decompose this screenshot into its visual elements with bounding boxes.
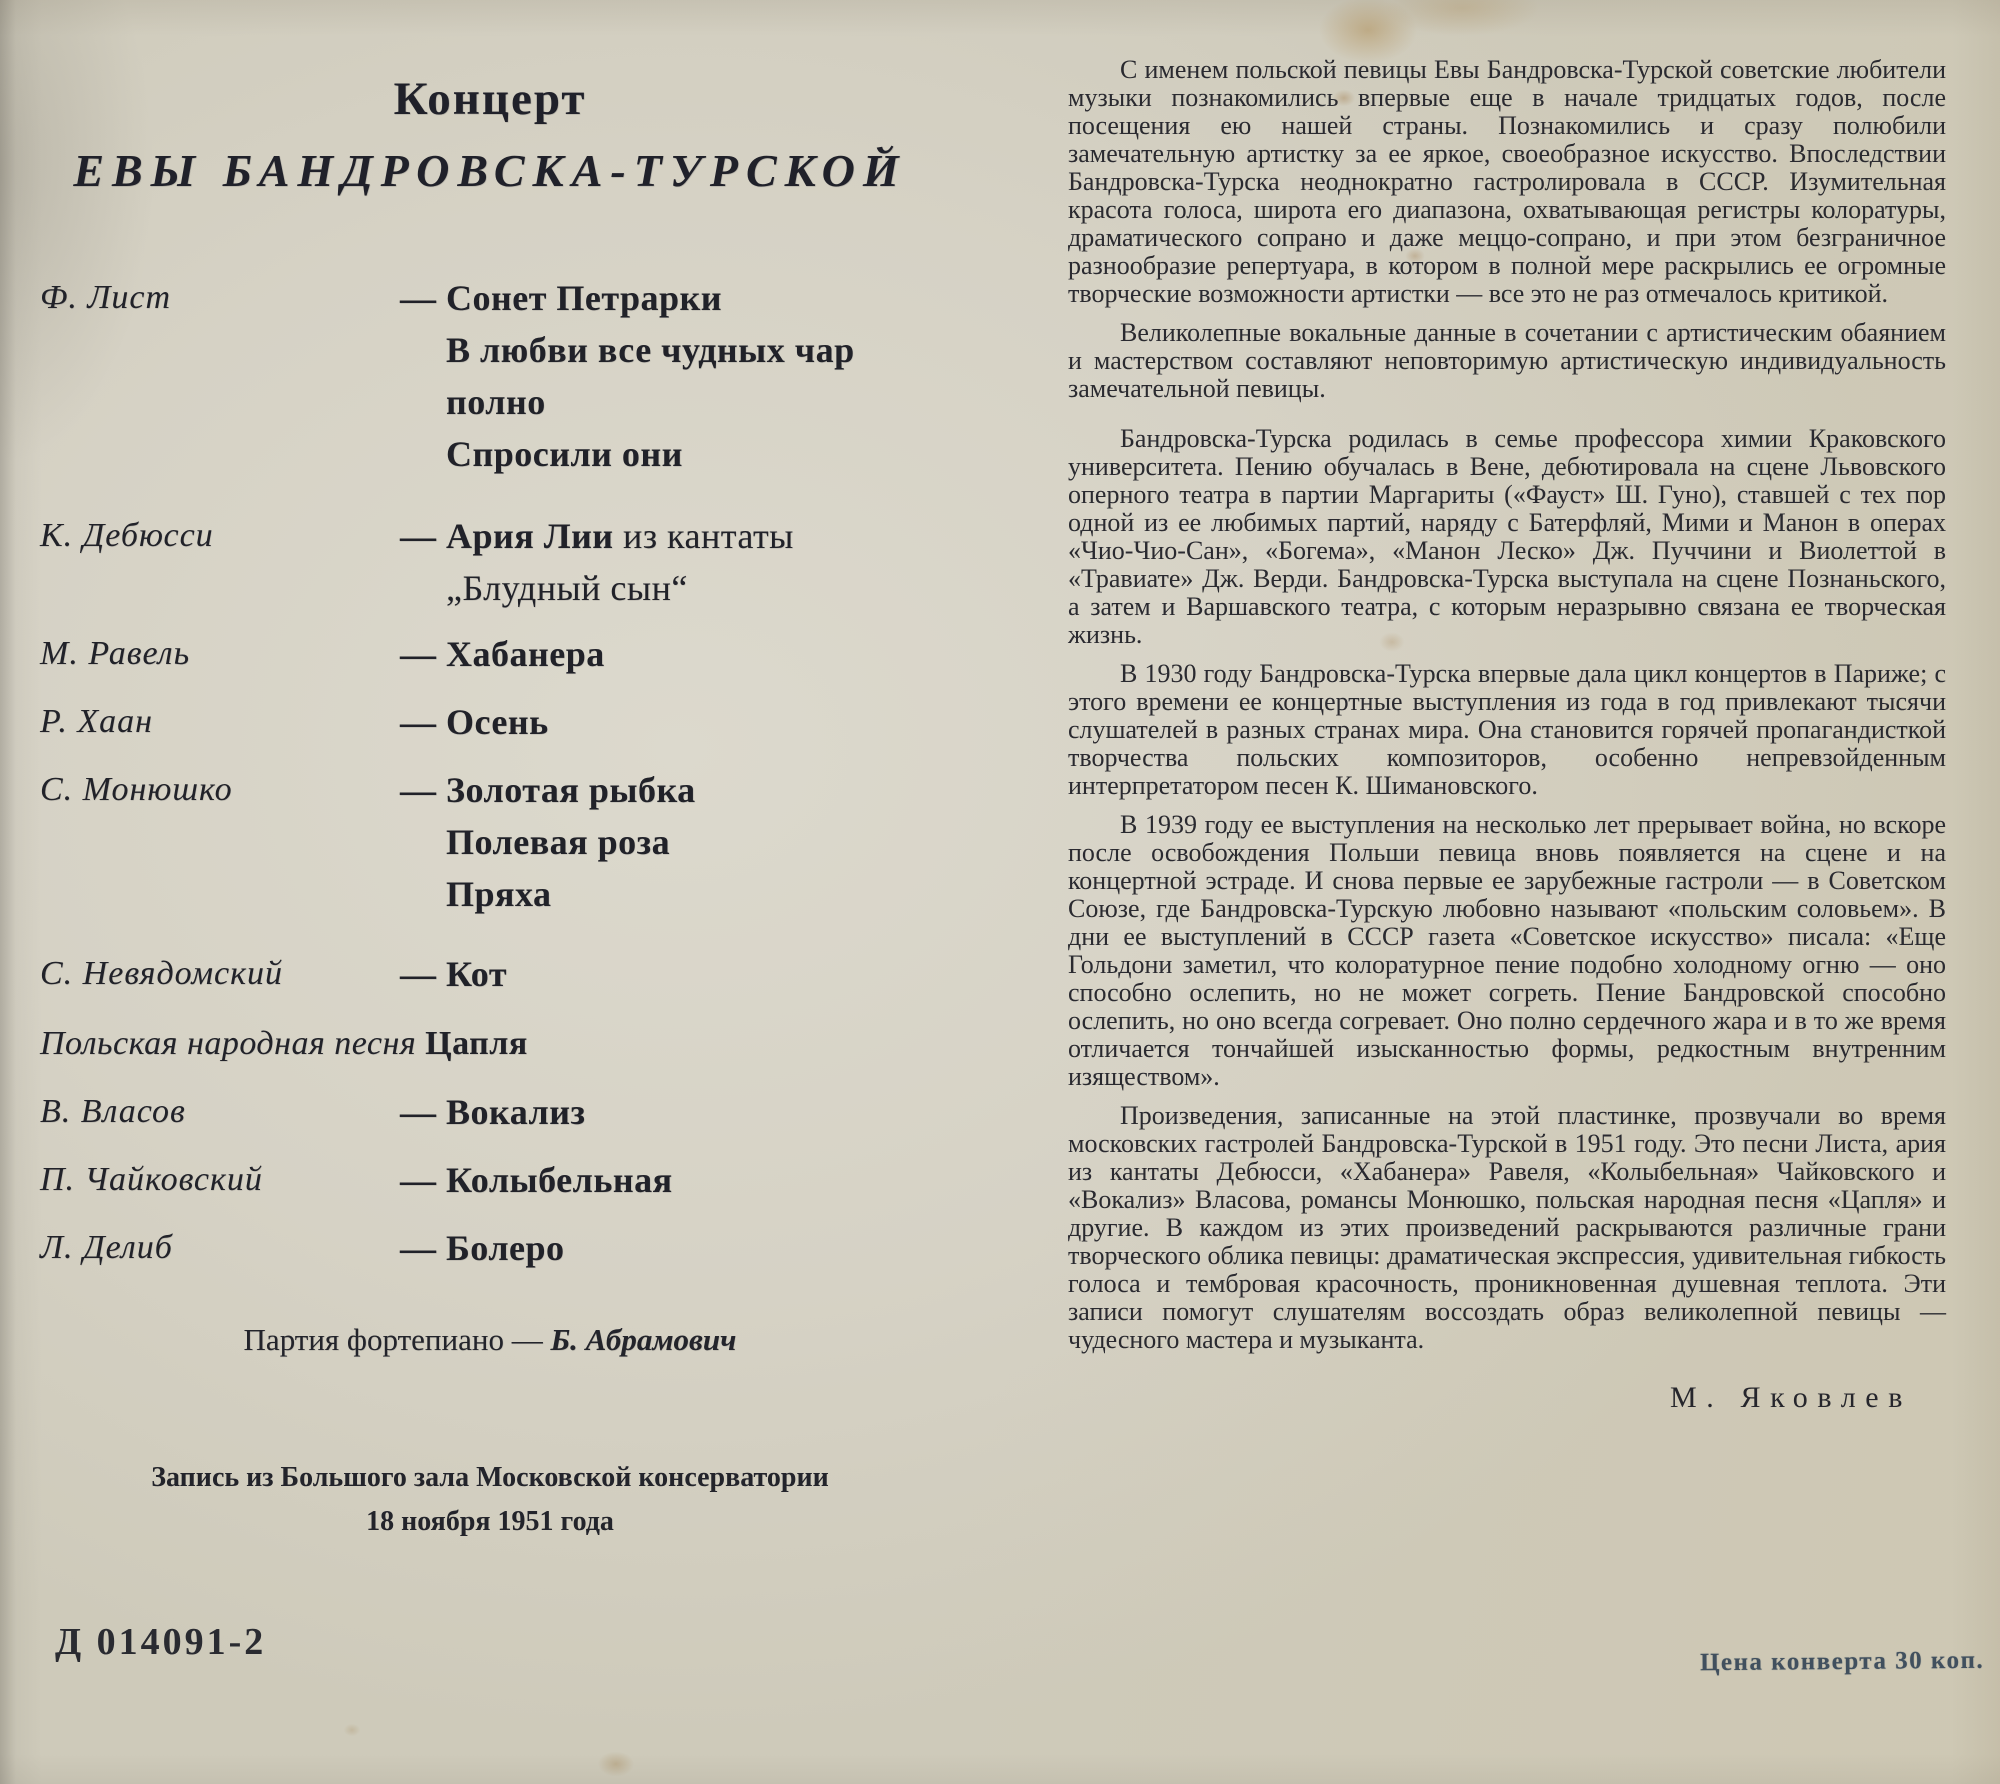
text-segment: „Блудный сын“ [446,568,688,608]
program-row [40,696,950,748]
program-row [40,628,950,680]
song-title [446,948,950,1000]
song-title [446,868,950,920]
text-segment: Сонет Петрарки [446,278,723,318]
song-title [446,510,950,562]
text-segment: Польская народная песня [40,1025,426,1062]
program-row [40,1086,950,1138]
dash: — [400,634,436,674]
song-titles [446,764,950,920]
dash: — [400,770,436,810]
article-paragraph: Произведения, записанные на этой пластинке, прозвучали во время московских гастролей Бандровска-Турской в 1951 году. Это песни Листа, ария из кантаты Дебюсси, «Хабанера» Равеля, «Колыбельная» Чайковского и «Вокализ» Власова, романсы Монюшко, польская народная песня «Цапля» и другие. В каждом из этих произведений раскрываются различные грани творческого облика певицы: драматическая экспрессия, удивительная гибкость голоса и тембровая красочность, проникновенная душевная теплота. Эти записи помогут слушателям воссоздать образ великолепной певицы — чудесного мастера и музыканта. [1068,1101,1946,1354]
song-titles [446,1222,950,1274]
article-paragraph: Великолепные вокальные данные в сочетании с артистическим обаянием и мастерством составляют неповторимую артистическую индивидуальность замечательной певицы. [1068,318,1946,403]
program-row [40,510,950,614]
composer-name: В. Власов [40,1093,186,1130]
text-segment: Кот [446,954,508,994]
article-paragraph: В 1939 году ее выступления на несколько лет прерывает война, но вскоре после освобождения Польши певица вновь появляется на сцене и на концертной эстраде. И снова первые ее зарубежные гастроли — в Советском Союзе, где Бандровска-Турскую любовно называют «польским соловьем». В дни ее выступлений в СССР газета «Советское искусство» писала: «Еще Гольдони заметил, что колоратурное пение подобно холодному огню — оно способно ослепить, но не может согреть. Пение Бандровской способно ослепить, но оно всегда согревает. Оно полно сердечного жара и в то же время отличается тончайшей изысканностью формы, редкостным внутренним изяществом». [1068,810,1946,1091]
text-segment: Золотая рыбка [446,770,696,810]
song-title [446,272,950,324]
artist-name-title: ЕВЫ БАНДРОВСКА-ТУРСКОЙ [73,145,907,196]
folk-song-line [40,1018,950,1070]
composer-name: П. Чайковский [40,1161,263,1198]
program-row [40,272,950,480]
dash: — [400,954,436,994]
program-row [40,1154,950,1206]
piano-credit-label: Партия фортепиано [243,1322,504,1357]
recording-note-line2: 18 ноября 1951 года [366,1506,614,1537]
author-signature: М. Яковлев [1670,1381,1912,1414]
dash: — [400,702,436,742]
song-title [446,628,950,680]
price-stamp: Цена конверта 30 коп. [1699,1646,1985,1677]
dash: — [400,278,436,318]
program-list [40,272,950,1290]
article-paragraph: В 1930 году Бандровска-Турска впервые дала цикл концертов в Париже; с этого времени ее концертные выступления из года в год привлекают тысячи слушателей в разных странах мира. Она становится горячей пропагандисткой творчества польских композиторов, особенно непревзойденным интерпретатором песен К. Шимановского. [1068,659,1946,800]
article-paragraphs [1068,56,1946,1354]
text-segment: Колыбельная [446,1160,673,1200]
piano-credit-dash: — [503,1322,551,1357]
text-segment: Хабанера [446,634,605,674]
song-title [446,816,950,868]
program-heading [40,72,940,197]
dash: — [400,1160,436,1200]
song-title [446,324,950,428]
composer-name: Р. Хаан [40,703,154,740]
catalog-number: Д 014091-2 [55,1621,267,1663]
text-segment: Осень [446,702,549,742]
dash: — [400,1092,436,1132]
article-column [1068,56,1946,1412]
song-title [446,428,950,480]
composer-name: Ф. Лист [40,279,172,316]
concert-title: Концерт [393,73,587,125]
song-title [446,1222,950,1274]
program-row [40,948,950,1000]
text-segment: Полевая роза [446,822,671,862]
song-title [446,1154,950,1206]
program-folk-row [40,1018,950,1070]
composer-name: М. Равель [40,635,191,672]
song-titles [446,948,950,1000]
text-segment: Вокализ [446,1092,586,1132]
composer-name: С. Невядомский [40,955,284,992]
dash: — [400,516,436,556]
piano-credit [40,1322,940,1358]
song-titles [446,1086,950,1138]
song-title [446,1086,950,1138]
text-segment: Спросили они [446,434,683,474]
text-segment: Пряха [446,874,552,914]
text-segment: В любви все чудных чар полно [446,330,855,422]
pianist-name: Б. Абрамович [550,1322,737,1357]
song-titles [446,696,950,748]
song-title [446,562,950,614]
program-row [40,1222,950,1274]
recording-note [30,1456,950,1544]
article-paragraph: С именем польской певицы Евы Бандровска-Турской советские любители музыки познакомились впервые еще в начале тридцатых годов, после посещения ею нашей страны. Познакомились и сразу полюбили замечательную артистку за ее яркое, своеобразное искусство. Впоследствии Бандровска-Турска неоднократно гастролировала в СССР. Изумительная красота голоса, широта его диапазона, охватывающая регистры колоратуры, драматического сопрано и даже меццо-сопрано, и при этом безграничное разнообразие репертуара, в котором в полной мере раскрылись ее огромные творческие возможности артистки — все это не раз отмечалось критикой. [1068,55,1946,308]
song-titles [446,1154,950,1206]
text-segment: Болеро [446,1228,565,1268]
composer-name: С. Монюшко [40,771,233,808]
dash: — [400,1228,436,1268]
text-segment: из кантаты [613,516,794,556]
song-title [446,764,950,816]
recording-note-line1: Запись из Большого зала Московской консерватории [151,1462,829,1493]
composer-name: К. Дебюсси [40,517,214,554]
text-segment: Ария Лии [446,516,614,556]
song-title [446,696,950,748]
text-segment: Цапля [425,1025,528,1062]
program-row [40,764,950,920]
article-paragraph: Бандровска-Турска родилась в семье профессора химии Краковского университета. Пению обучалась в Вене, дебютировала на сцене Львовского оперного театра в партии Маргариты («Фауст» Ш. Гуно), ставшей с тех пор одной из ее любимых партий, наряду с Батерфляй, Мими и Манон в операх «Чио-Чио-Сан», «Богема», «Манон Леско» Дж. Пуччини и Виолеттой в «Травиате» Дж. Верди. Бандровска-Турска выступала на сцене Познаньского, а затем и Варшавского театра, с которым неразрывно связана ее творческая жизнь. [1068,424,1946,649]
song-titles [446,628,950,680]
composer-name: Л. Делиб [40,1229,173,1266]
song-titles [446,510,950,614]
song-titles [446,272,950,480]
